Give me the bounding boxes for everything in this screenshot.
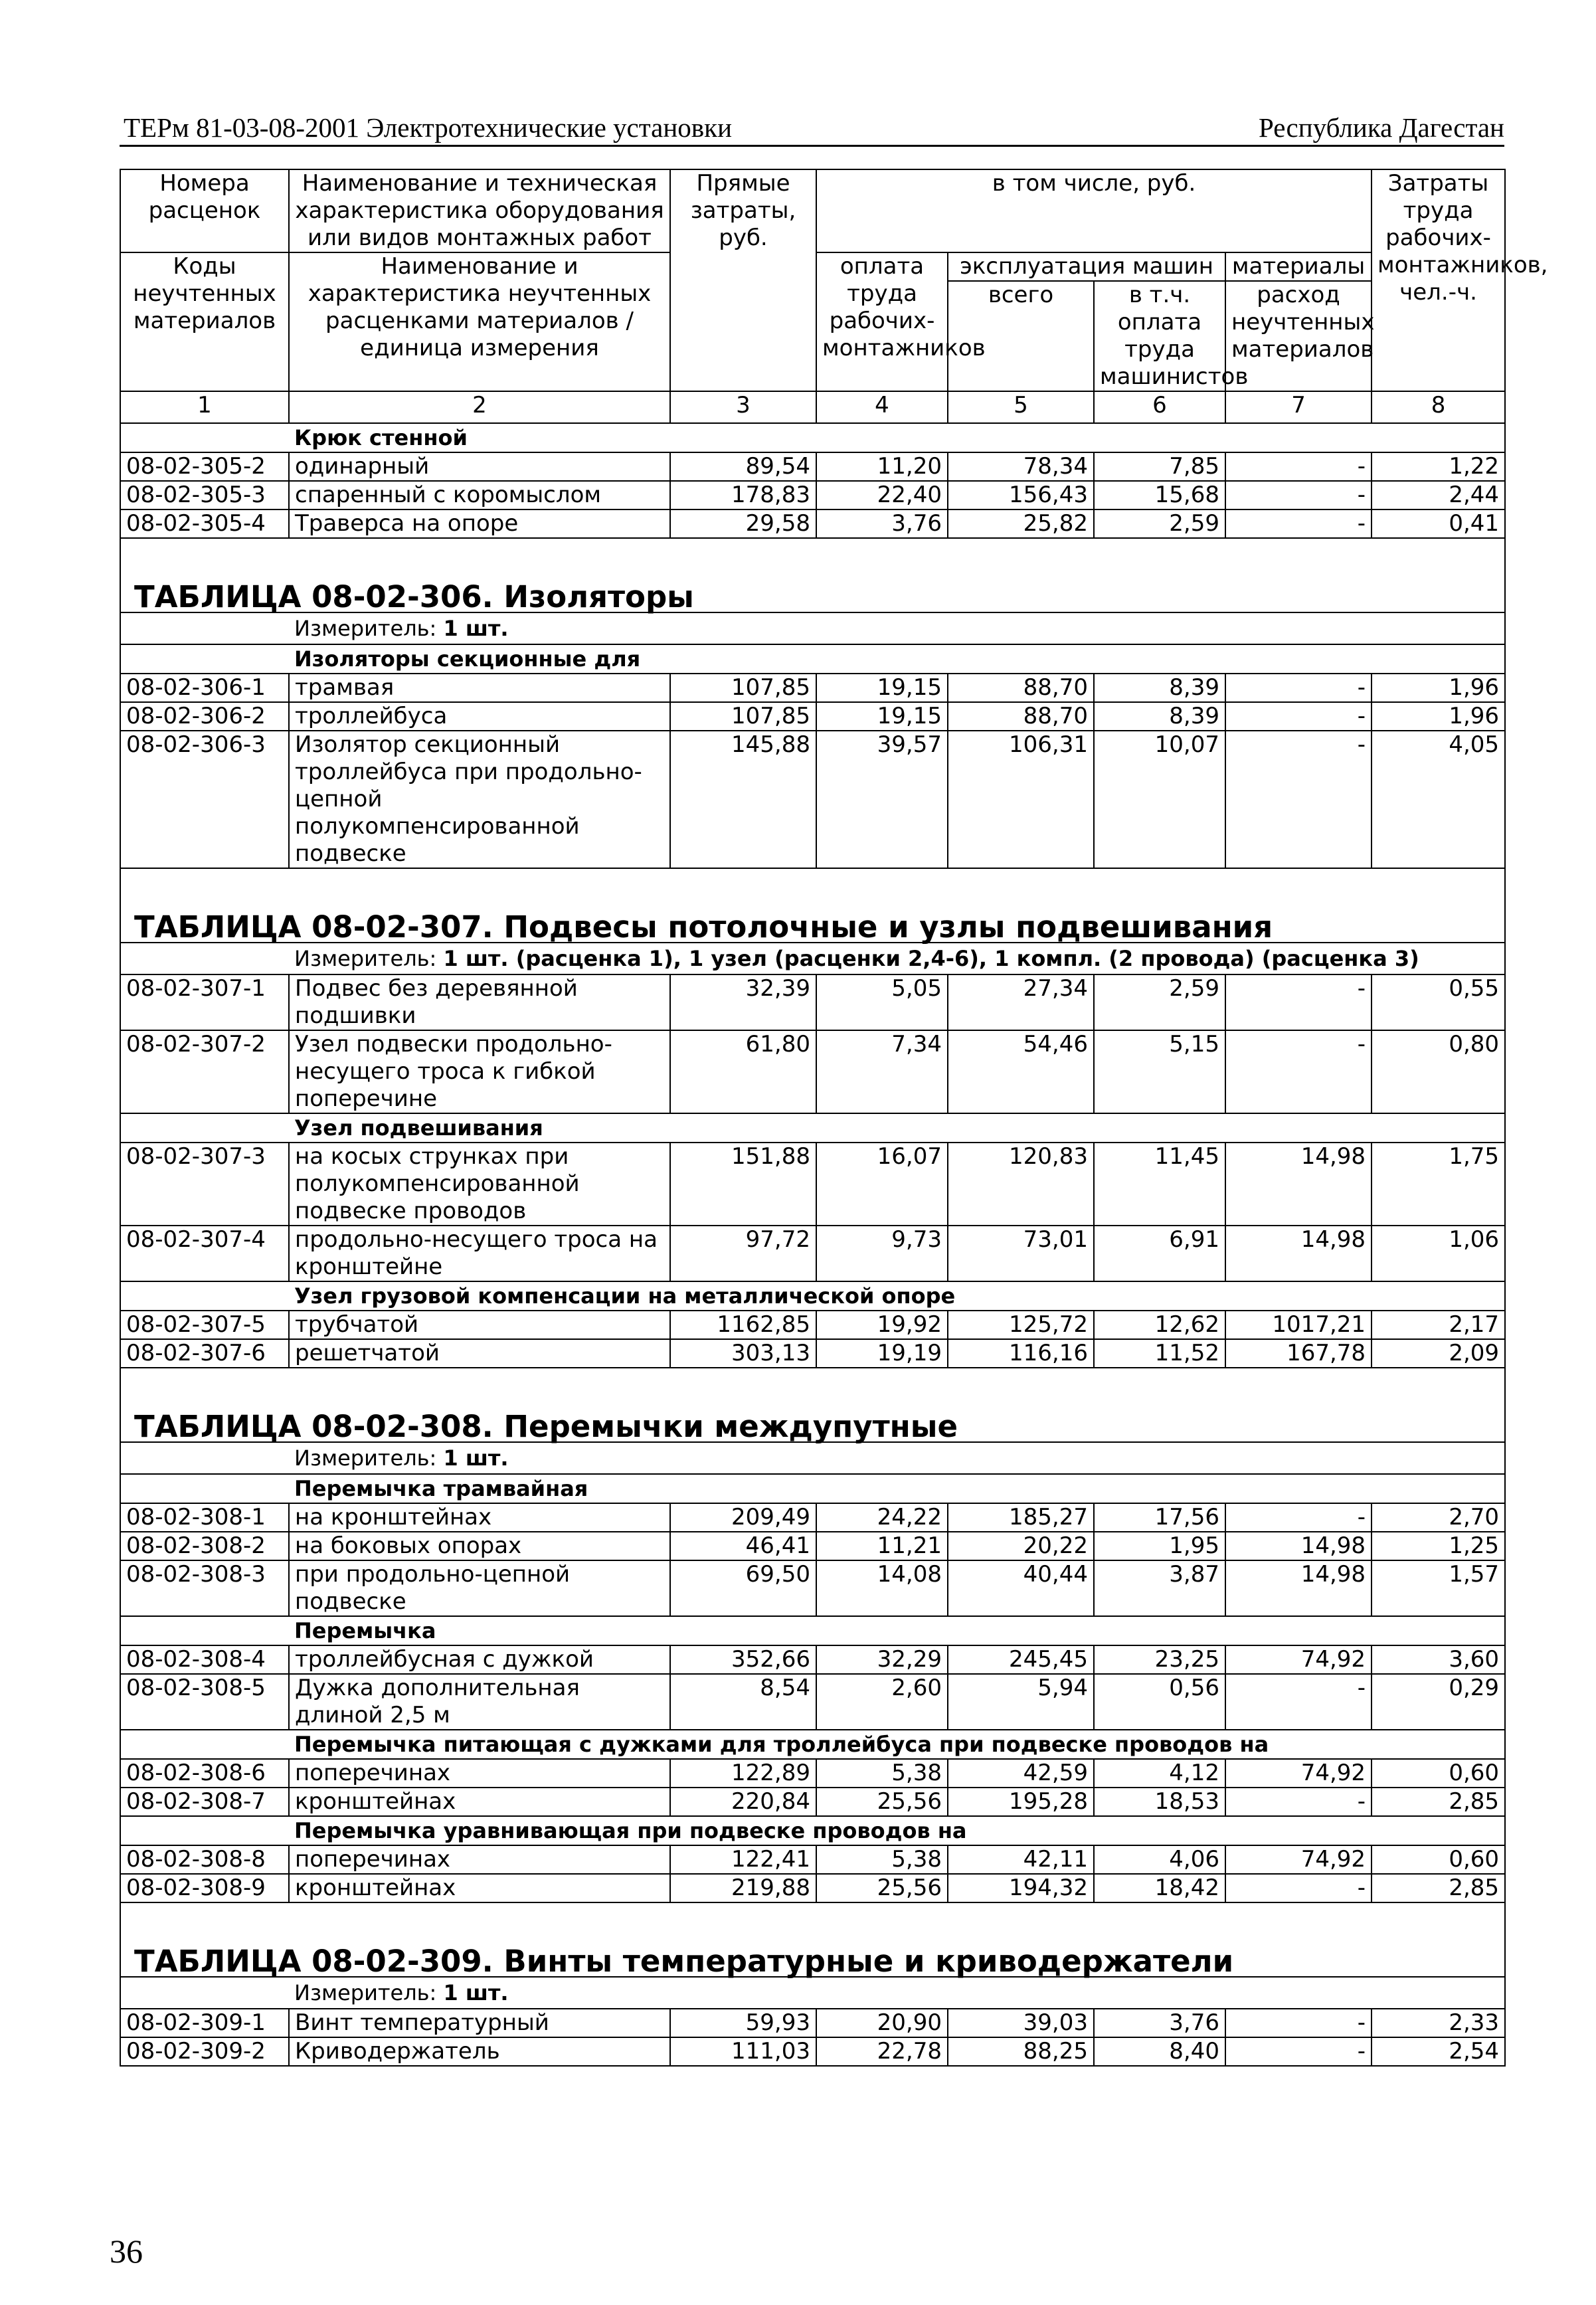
machines-group-header: эксплуатация машин xyxy=(948,252,1225,281)
machinist-wages: 10,07 xyxy=(1094,731,1225,868)
work-name: на косых струнках при полукомпенсированной подвеске проводов xyxy=(289,1143,670,1226)
worker-wages: 20,90 xyxy=(816,2009,948,2037)
measure-unit xyxy=(289,1977,1505,2009)
materials-cost: - xyxy=(1225,452,1372,481)
work-name: троллейбуса xyxy=(289,702,670,731)
materials-group-header: материалы xyxy=(1225,252,1372,281)
work-name: кронштейнах xyxy=(289,1788,670,1816)
direct-costs: 122,41 xyxy=(670,1845,816,1874)
work-name: одинарный xyxy=(289,452,670,481)
subsection-title: Перемычка xyxy=(289,1616,1505,1645)
measure-value: 1 шт. xyxy=(443,616,509,641)
direct-costs: 145,88 xyxy=(670,731,816,868)
table-title-row xyxy=(120,868,1505,943)
measure-unit xyxy=(289,943,1505,974)
work-name: Траверса на опоре xyxy=(289,509,670,538)
labor-hours: 1,25 xyxy=(1372,1532,1505,1560)
labor-hours: 2,85 xyxy=(1372,1788,1505,1816)
materials-cost: - xyxy=(1225,2009,1372,2037)
labor-hours: 1,96 xyxy=(1372,674,1505,702)
subsection-row xyxy=(120,1816,1505,1845)
table-row xyxy=(120,974,1505,1030)
labor-hours: 0,41 xyxy=(1372,509,1505,538)
table-title: ТАБЛИЦА 08-02-309. Винты температурные и криводержатели xyxy=(120,1902,1505,1977)
machinist-wages: 7,85 xyxy=(1094,452,1225,481)
machinist-wages: 4,06 xyxy=(1094,1845,1225,1874)
col-6-header: в т.ч. оплата труда машинистов xyxy=(1094,281,1225,391)
page-number: 36 xyxy=(110,2233,143,2270)
machinist-wages: 2,59 xyxy=(1094,509,1225,538)
materials-cost: - xyxy=(1225,1030,1372,1113)
col-2-header-top: Наименование и техническая характеристика оборудования или видов монтажных работ xyxy=(289,169,670,252)
machines-total: 125,72 xyxy=(948,1311,1094,1339)
direct-costs: 303,13 xyxy=(670,1339,816,1368)
header-region: Республика Дагестан xyxy=(1259,112,1504,143)
direct-costs: 8,54 xyxy=(670,1674,816,1730)
worker-wages: 16,07 xyxy=(816,1143,948,1226)
machines-total: 120,83 xyxy=(948,1143,1094,1226)
machinist-wages: 17,56 xyxy=(1094,1503,1225,1532)
table-row xyxy=(120,1311,1505,1339)
materials-cost: - xyxy=(1225,674,1372,702)
col-number: 6 xyxy=(1094,391,1225,423)
materials-cost: - xyxy=(1225,1788,1372,1816)
table-title: ТАБЛИЦА 08-02-308. Перемычки междупутные xyxy=(120,1368,1505,1442)
subsection-row xyxy=(120,1616,1505,1645)
machinist-wages: 5,15 xyxy=(1094,1030,1225,1113)
work-name: поперечинах xyxy=(289,1845,670,1874)
rate-code: 08-02-305-2 xyxy=(120,452,289,481)
materials-cost: - xyxy=(1225,731,1372,868)
machines-total: 20,22 xyxy=(948,1532,1094,1560)
rate-code: 08-02-308-1 xyxy=(120,1503,289,1532)
machines-total: 25,82 xyxy=(948,509,1094,538)
subsection-row xyxy=(120,423,1505,452)
materials-cost: 1017,21 xyxy=(1225,1311,1372,1339)
labor-hours: 2,17 xyxy=(1372,1311,1505,1339)
worker-wages: 19,92 xyxy=(816,1311,948,1339)
direct-costs: 32,39 xyxy=(670,974,816,1030)
direct-costs: 46,41 xyxy=(670,1532,816,1560)
work-name: решетчатой xyxy=(289,1339,670,1368)
machinist-wages: 1,95 xyxy=(1094,1532,1225,1560)
machines-total: 42,59 xyxy=(948,1759,1094,1788)
labor-hours: 1,57 xyxy=(1372,1560,1505,1616)
machines-total: 88,70 xyxy=(948,674,1094,702)
machinist-wages: 6,91 xyxy=(1094,1226,1225,1281)
subsection-title: Крюк стенной xyxy=(289,423,1505,452)
labor-hours: 0,80 xyxy=(1372,1030,1505,1113)
machinist-wages: 3,87 xyxy=(1094,1560,1225,1616)
labor-hours: 2,44 xyxy=(1372,481,1505,509)
direct-costs: 89,54 xyxy=(670,452,816,481)
subsection-title: Узел грузовой компенсации на металлической опоре xyxy=(289,1281,1505,1311)
worker-wages: 2,60 xyxy=(816,1674,948,1730)
table-row xyxy=(120,674,1505,702)
direct-costs: 107,85 xyxy=(670,702,816,731)
measure-label: Измеритель: xyxy=(294,946,437,971)
worker-wages: 24,22 xyxy=(816,1503,948,1532)
worker-wages: 7,34 xyxy=(816,1030,948,1113)
worker-wages: 14,08 xyxy=(816,1560,948,1616)
measure-row xyxy=(120,943,1505,974)
table-title: ТАБЛИЦА 08-02-307. Подвесы потолочные и узлы подвешивания xyxy=(120,868,1505,943)
table-title-row xyxy=(120,1368,1505,1442)
machinist-wages: 4,12 xyxy=(1094,1759,1225,1788)
direct-costs: 97,72 xyxy=(670,1226,816,1281)
machinist-wages: 3,76 xyxy=(1094,2009,1225,2037)
col-number: 3 xyxy=(670,391,816,423)
work-name: продольно-несущего троса на кронштейне xyxy=(289,1226,670,1281)
rate-code: 08-02-307-3 xyxy=(120,1143,289,1226)
col-2-header-bottom: Наименование и характеристика неучтенных расценками материалов / единица измерения xyxy=(289,252,670,391)
measure-value: 1 шт. xyxy=(443,1980,509,2005)
direct-costs: 61,80 xyxy=(670,1030,816,1113)
machinist-wages: 11,45 xyxy=(1094,1143,1225,1226)
worker-wages: 19,15 xyxy=(816,674,948,702)
rate-code: 08-02-305-4 xyxy=(120,509,289,538)
worker-wages: 5,05 xyxy=(816,974,948,1030)
worker-wages: 25,56 xyxy=(816,1788,948,1816)
subsection-title: Перемычка питающая с дужками для троллейбуса при подвеске проводов на xyxy=(289,1730,1505,1759)
subsection-row xyxy=(120,1474,1505,1503)
machinist-wages: 11,52 xyxy=(1094,1339,1225,1368)
direct-costs: 122,89 xyxy=(670,1759,816,1788)
machines-total: 73,01 xyxy=(948,1226,1094,1281)
measure-value: 1 шт. xyxy=(443,1445,509,1471)
table-row xyxy=(120,1503,1505,1532)
materials-cost: 14,98 xyxy=(1225,1143,1372,1226)
page-header xyxy=(120,112,1504,147)
rate-code: 08-02-308-2 xyxy=(120,1532,289,1560)
rate-code: 08-02-308-5 xyxy=(120,1674,289,1730)
machines-total: 5,94 xyxy=(948,1674,1094,1730)
work-name: спаренный с коромыслом xyxy=(289,481,670,509)
table-row xyxy=(120,2009,1505,2037)
table-row xyxy=(120,1532,1505,1560)
subsection-title: Узел подвешивания xyxy=(289,1113,1505,1143)
labor-hours: 0,29 xyxy=(1372,1674,1505,1730)
materials-cost: 167,78 xyxy=(1225,1339,1372,1368)
machines-total: 185,27 xyxy=(948,1503,1094,1532)
table-row xyxy=(120,1645,1505,1674)
work-name: на кронштейнах xyxy=(289,1503,670,1532)
machines-total: 88,70 xyxy=(948,702,1094,731)
table-row xyxy=(120,1874,1505,1902)
work-name: Криводержатель xyxy=(289,2037,670,2066)
machinist-wages: 15,68 xyxy=(1094,481,1225,509)
rate-code: 08-02-308-6 xyxy=(120,1759,289,1788)
subsection-row xyxy=(120,1281,1505,1311)
worker-wages: 11,21 xyxy=(816,1532,948,1560)
machines-total: 27,34 xyxy=(948,974,1094,1030)
rate-code: 08-02-307-1 xyxy=(120,974,289,1030)
labor-hours: 0,60 xyxy=(1372,1845,1505,1874)
direct-costs: 59,93 xyxy=(670,2009,816,2037)
machinist-wages: 23,25 xyxy=(1094,1645,1225,1674)
rate-code: 08-02-308-4 xyxy=(120,1645,289,1674)
work-name: кронштейнах xyxy=(289,1874,670,1902)
col-5-header: всего xyxy=(948,281,1094,391)
work-name: Изолятор секционный троллейбуса при продольно-цепной полукомпенсированной подвеске xyxy=(289,731,670,868)
col-4-header: оплата труда рабочих-монтажников xyxy=(816,252,948,391)
worker-wages: 9,73 xyxy=(816,1226,948,1281)
work-name: Узел подвески продольно-несущего троса к гибкой поперечине xyxy=(289,1030,670,1113)
machines-total: 156,43 xyxy=(948,481,1094,509)
table-row xyxy=(120,509,1505,538)
work-name: трубчатой xyxy=(289,1311,670,1339)
table-row xyxy=(120,1143,1505,1226)
col-group-header: в том числе, руб. xyxy=(816,169,1372,252)
table-row xyxy=(120,1226,1505,1281)
work-name: Дужка дополнительная длиной 2,5 м xyxy=(289,1674,670,1730)
machines-total: 88,25 xyxy=(948,2037,1094,2066)
labor-hours: 3,60 xyxy=(1372,1645,1505,1674)
measure-row xyxy=(120,1977,1505,2009)
subsection-title: Перемычка трамвайная xyxy=(289,1474,1505,1503)
materials-cost: 74,92 xyxy=(1225,1759,1372,1788)
col-number: 2 xyxy=(289,391,670,423)
direct-costs: 151,88 xyxy=(670,1143,816,1226)
worker-wages: 39,57 xyxy=(816,731,948,868)
rate-code: 08-02-306-1 xyxy=(120,674,289,702)
col-1-header-bottom: Коды неучтенных материалов xyxy=(120,252,289,391)
materials-cost: - xyxy=(1225,1874,1372,1902)
measure-row xyxy=(120,1442,1505,1474)
rate-code: 08-02-308-8 xyxy=(120,1845,289,1874)
column-header-row-1 xyxy=(120,169,1505,252)
materials-cost: - xyxy=(1225,2037,1372,2066)
machines-total: 106,31 xyxy=(948,731,1094,868)
worker-wages: 32,29 xyxy=(816,1645,948,1674)
machinist-wages: 8,39 xyxy=(1094,674,1225,702)
labor-hours: 2,33 xyxy=(1372,2009,1505,2037)
materials-cost: - xyxy=(1225,974,1372,1030)
rate-code: 08-02-307-2 xyxy=(120,1030,289,1113)
col-number: 1 xyxy=(120,391,289,423)
materials-cost: - xyxy=(1225,702,1372,731)
worker-wages: 5,38 xyxy=(816,1759,948,1788)
worker-wages: 19,19 xyxy=(816,1339,948,1368)
measure-value: 1 шт. (расценка 1), 1 узел (расценки 2,4-6), 1 компл. (2 провода) (расценка 3) xyxy=(443,946,1419,971)
subsection-title: Перемычка уравнивающая при подвеске проводов на xyxy=(289,1816,1505,1845)
subsection-row xyxy=(120,1730,1505,1759)
direct-costs: 69,50 xyxy=(670,1560,816,1616)
direct-costs: 178,83 xyxy=(670,481,816,509)
table-row xyxy=(120,1339,1505,1368)
rate-code: 08-02-307-5 xyxy=(120,1311,289,1339)
measure-label: Измеритель: xyxy=(294,1445,437,1471)
machines-total: 195,28 xyxy=(948,1788,1094,1816)
rate-code: 08-02-306-3 xyxy=(120,731,289,868)
worker-wages: 5,38 xyxy=(816,1845,948,1874)
worker-wages: 11,20 xyxy=(816,452,948,481)
measure-label: Измеритель: xyxy=(294,1980,437,2005)
materials-cost: 14,98 xyxy=(1225,1532,1372,1560)
rate-code: 08-02-309-1 xyxy=(120,2009,289,2037)
machines-total: 54,46 xyxy=(948,1030,1094,1113)
table-row xyxy=(120,481,1505,509)
machinist-wages: 18,42 xyxy=(1094,1874,1225,1902)
worker-wages: 22,40 xyxy=(816,481,948,509)
materials-cost: - xyxy=(1225,1674,1372,1730)
rate-code: 08-02-309-2 xyxy=(120,2037,289,2066)
direct-costs: 352,66 xyxy=(670,1645,816,1674)
direct-costs: 29,58 xyxy=(670,509,816,538)
col-number: 7 xyxy=(1225,391,1372,423)
worker-wages: 19,15 xyxy=(816,702,948,731)
machines-total: 245,45 xyxy=(948,1645,1094,1674)
subsection-title: Изоляторы секционные для xyxy=(289,644,1505,674)
materials-cost: 74,92 xyxy=(1225,1645,1372,1674)
table-row xyxy=(120,452,1505,481)
direct-costs: 1162,85 xyxy=(670,1311,816,1339)
col-7-header: расход неучтенных материалов xyxy=(1225,281,1372,391)
work-name: поперечинах xyxy=(289,1759,670,1788)
work-name: Подвес без деревянной подшивки xyxy=(289,974,670,1030)
machines-total: 39,03 xyxy=(948,2009,1094,2037)
rate-code: 08-02-306-2 xyxy=(120,702,289,731)
work-name: трамвая xyxy=(289,674,670,702)
machines-total: 42,11 xyxy=(948,1845,1094,1874)
rate-code: 08-02-308-3 xyxy=(120,1560,289,1616)
table-row xyxy=(120,731,1505,868)
table-row xyxy=(120,1560,1505,1616)
materials-cost: 74,92 xyxy=(1225,1845,1372,1874)
table-row xyxy=(120,1759,1505,1788)
table-row xyxy=(120,1788,1505,1816)
rate-code: 08-02-308-9 xyxy=(120,1874,289,1902)
rates-document xyxy=(120,169,1548,2067)
rate-code: 08-02-307-6 xyxy=(120,1339,289,1368)
table-row xyxy=(120,702,1505,731)
work-name: при продольно-цепной подвеске xyxy=(289,1560,670,1616)
col-number: 8 xyxy=(1372,391,1505,423)
worker-wages: 22,78 xyxy=(816,2037,948,2066)
labor-hours: 2,85 xyxy=(1372,1874,1505,1902)
worker-wages: 3,76 xyxy=(816,509,948,538)
direct-costs: 220,84 xyxy=(670,1788,816,1816)
table-row xyxy=(120,1674,1505,1730)
measure-unit xyxy=(289,612,1505,644)
machinist-wages: 8,40 xyxy=(1094,2037,1225,2066)
labor-hours: 1,96 xyxy=(1372,702,1505,731)
header-document-title: ТЕРм 81-03-08-2001 Электротехнические установки xyxy=(124,112,733,143)
worker-wages: 25,56 xyxy=(816,1874,948,1902)
col-number: 4 xyxy=(816,391,948,423)
machines-total: 40,44 xyxy=(948,1560,1094,1616)
col-number: 5 xyxy=(948,391,1094,423)
rate-code: 08-02-307-4 xyxy=(120,1226,289,1281)
direct-costs: 209,49 xyxy=(670,1503,816,1532)
labor-hours: 1,75 xyxy=(1372,1143,1505,1226)
labor-hours: 2,09 xyxy=(1372,1339,1505,1368)
subsection-row xyxy=(120,1113,1505,1143)
direct-costs: 111,03 xyxy=(670,2037,816,2066)
labor-hours: 0,60 xyxy=(1372,1759,1505,1788)
direct-costs: 107,85 xyxy=(670,674,816,702)
machines-total: 78,34 xyxy=(948,452,1094,481)
materials-cost: - xyxy=(1225,1503,1372,1532)
machinist-wages: 8,39 xyxy=(1094,702,1225,731)
labor-hours: 4,05 xyxy=(1372,731,1505,868)
labor-hours: 2,54 xyxy=(1372,2037,1505,2066)
table-title: ТАБЛИЦА 08-02-306. Изоляторы xyxy=(120,538,1505,612)
machines-total: 116,16 xyxy=(948,1339,1094,1368)
work-name: на боковых опорах xyxy=(289,1532,670,1560)
rate-code: 08-02-308-7 xyxy=(120,1788,289,1816)
rate-code: 08-02-305-3 xyxy=(120,481,289,509)
column-number-row xyxy=(120,391,1505,423)
direct-costs: 219,88 xyxy=(670,1874,816,1902)
materials-cost: 14,98 xyxy=(1225,1226,1372,1281)
work-name: Винт температурный xyxy=(289,2009,670,2037)
table-row xyxy=(120,1030,1505,1113)
machinist-wages: 18,53 xyxy=(1094,1788,1225,1816)
materials-cost: - xyxy=(1225,509,1372,538)
materials-cost: 14,98 xyxy=(1225,1560,1372,1616)
machinist-wages: 2,59 xyxy=(1094,974,1225,1030)
measure-unit xyxy=(289,1442,1505,1474)
col-3-header: Прямые затраты, руб. xyxy=(670,169,816,391)
labor-hours: 2,70 xyxy=(1372,1503,1505,1532)
table-row xyxy=(120,1845,1505,1874)
materials-cost: - xyxy=(1225,481,1372,509)
rates-table xyxy=(120,169,1548,2067)
measure-label: Измеритель: xyxy=(294,616,437,641)
machines-total: 194,32 xyxy=(948,1874,1094,1902)
work-name: троллейбусная с дужкой xyxy=(289,1645,670,1674)
measure-row xyxy=(120,612,1505,644)
table-row xyxy=(120,2037,1505,2066)
labor-hours: 0,55 xyxy=(1372,974,1505,1030)
table-title-row xyxy=(120,1902,1505,1977)
col-8-header: Затраты труда рабочих-монтажников, чел.-ч. xyxy=(1372,169,1505,391)
table-title-row xyxy=(120,538,1505,612)
labor-hours: 1,06 xyxy=(1372,1226,1505,1281)
machinist-wages: 12,62 xyxy=(1094,1311,1225,1339)
labor-hours: 1,22 xyxy=(1372,452,1505,481)
col-1-header-top: Номера расценок xyxy=(120,169,289,252)
subsection-row xyxy=(120,644,1505,674)
machinist-wages: 0,56 xyxy=(1094,1674,1225,1730)
